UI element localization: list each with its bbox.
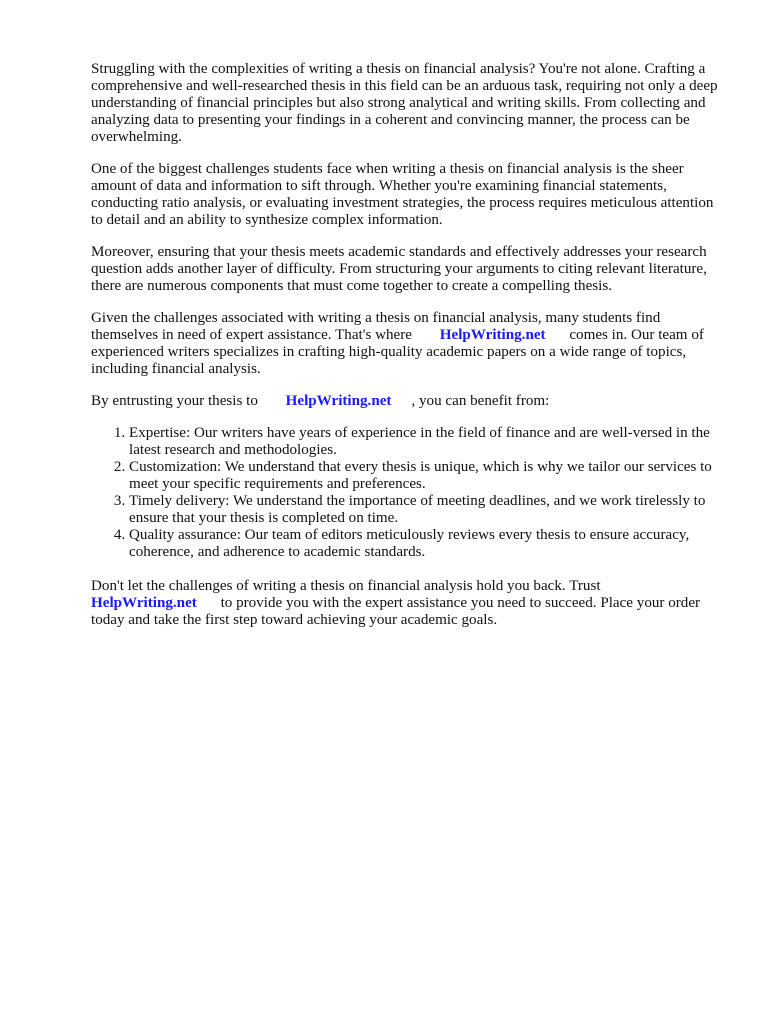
paragraph-benefits-text-after: , you can benefit from: (411, 393, 550, 409)
list-item-timely-delivery: 3. Timely delivery: We understand the importance of meeting deadlines, and we work tirelessly to ensure that your thesis is completed on time. (129, 493, 721, 527)
paragraph-closing (91, 578, 721, 629)
paragraph-challenges: One of the biggest challenges students face when writing a thesis on financial analysis is the sheer amount of data and information to sift through. Whether you're examining financial statements, conducting ratio analysis, or evaluating investment strategies, the process requires meticulous attention to detail and an ability to synthesize complex information. (91, 161, 714, 228)
paragraph-benefits-text-before: By entrusting your thesis to (91, 393, 258, 409)
list-item-quality-assurance: 4. Quality assurance: Our team of editors meticulously reviews every thesis to ensure accuracy, coherence, and adherence to academic standards. (129, 527, 721, 561)
benefits-list (91, 425, 721, 561)
paragraph-intro: Struggling with the complexities of writing a thesis on financial analysis? You're not alone. Crafting a comprehensive and well-researched thesis in this field can be an arduous task, requiring not only a deep understanding of financial principles but also strong analytical and writing skills. From collecting and analyzing data to presenting your findings in a coherent and convincing manner, the process can be overwhelming. (91, 61, 718, 145)
paragraph-standards: Moreover, ensuring that your thesis meets academic standards and effectively addresses your research question adds another layer of difficulty. From structuring your arguments to citing relevant literature, there are numerous components that must come together to create a compelling thesis. (91, 244, 707, 294)
paragraph-assistance-text-after: comes in. Our team of experienced writers specializes in crafting high-quality academic papers on a wide range of topics, including financial analysis. (91, 327, 704, 377)
paragraph-benefits-intro (91, 393, 721, 410)
document-page (91, 61, 721, 644)
paragraph-closing-text-before: Don't let the challenges of writing a thesis on financial analysis hold you back. Trust (91, 578, 601, 594)
helpwriting-link-1[interactable]: HelpWriting.net (439, 327, 546, 343)
helpwriting-link-3[interactable]: HelpWriting.net (91, 595, 197, 611)
list-item-customization: 2. Customization: We understand that every thesis is unique, which is why we tailor our services to meet your specific requirements and preferences. (129, 459, 721, 493)
paragraph-assistance-text-before: Given the challenges associated with writing a thesis on financial analysis, many students find themselves in need of expert assistance. That's where (91, 310, 661, 343)
list-item-expertise: 1. Expertise: Our writers have years of experience in the field of finance and are well-versed in the latest research and methodologies. (129, 425, 721, 459)
paragraph-closing-text-after: to provide you with the expert assistance you need to succeed. Place your order today and take the first step toward achieving your academic goals. (91, 595, 701, 628)
paragraph-assistance (91, 310, 721, 378)
helpwriting-link-2[interactable]: HelpWriting.net (285, 393, 392, 409)
